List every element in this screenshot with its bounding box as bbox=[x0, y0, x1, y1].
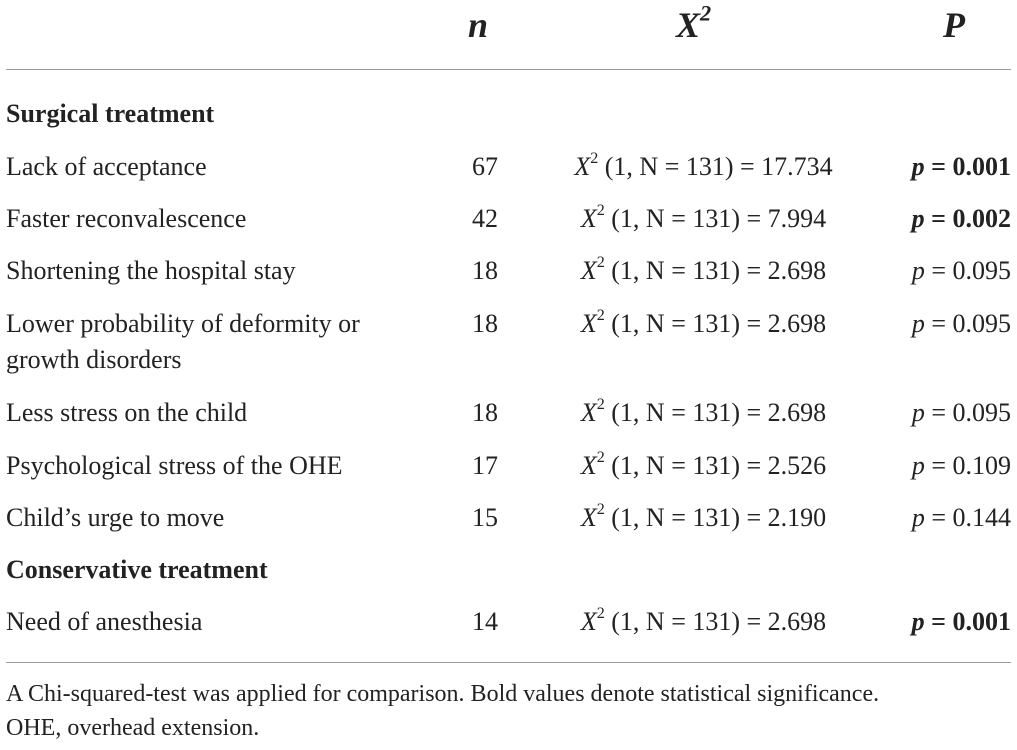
chi-superscript: 2 bbox=[596, 201, 605, 219]
chi-symbol: X bbox=[580, 256, 597, 285]
p-value-number: 0.002 bbox=[952, 204, 1011, 233]
section-label: Conservative treatment bbox=[6, 555, 268, 584]
footnote-line-2: OHE, overhead extension. bbox=[6, 715, 260, 741]
p-value-number: 0.095 bbox=[952, 256, 1011, 285]
row-label: Lack of acceptance bbox=[6, 152, 207, 181]
chi-value: (1, N = 131) = 2.190 bbox=[611, 503, 827, 532]
row-n: 67 bbox=[472, 152, 498, 181]
chi-symbol: X bbox=[580, 309, 597, 338]
row-label: Psychological stress of the OHE bbox=[6, 451, 343, 480]
chi-superscript: 2 bbox=[596, 395, 605, 413]
header-p: P bbox=[943, 5, 965, 45]
header-n: n bbox=[468, 5, 489, 45]
p-value-number: 0.095 bbox=[952, 309, 1011, 338]
row-p-value: p = 0.095 bbox=[911, 398, 1011, 427]
header-divider bbox=[6, 69, 1011, 70]
row-n: 18 bbox=[472, 256, 498, 285]
results-table bbox=[6, 0, 1011, 741]
footnote-line-1: A Chi-squared-test was applied for comparison. Bold values denote statistical significance. bbox=[6, 681, 880, 707]
p-value-number: 0.001 bbox=[952, 152, 1011, 181]
row-n: 18 bbox=[472, 309, 498, 338]
chi-superscript: 2 bbox=[596, 500, 605, 518]
chi-symbol: X bbox=[580, 451, 597, 480]
row-p-value: p = 0.001 bbox=[911, 152, 1011, 181]
chi-value: (1, N = 131) = 17.734 bbox=[604, 152, 833, 181]
section-label: Surgical treatment bbox=[6, 99, 215, 128]
row-label: Child’s urge to move bbox=[6, 503, 225, 532]
footer-divider bbox=[6, 662, 1011, 663]
chi-value: (1, N = 131) = 2.698 bbox=[611, 607, 827, 636]
p-value-number: 0.144 bbox=[952, 503, 1011, 532]
row-label: Less stress on the child bbox=[6, 398, 248, 427]
chi-value: (1, N = 131) = 2.526 bbox=[611, 451, 827, 480]
chi-symbol: X bbox=[580, 398, 597, 427]
chi-superscript: 2 bbox=[596, 253, 605, 271]
chi-value: (1, N = 131) = 2.698 bbox=[611, 398, 827, 427]
row-p-value: p = 0.095 bbox=[911, 309, 1011, 338]
table-header bbox=[6, 0, 1011, 70]
row-p-value: p = 0.001 bbox=[911, 607, 1011, 636]
p-value-number: 0.109 bbox=[952, 451, 1011, 480]
row-n: 42 bbox=[472, 204, 498, 233]
p-value-number: 0.095 bbox=[952, 398, 1011, 427]
chi-superscript: 2 bbox=[596, 306, 605, 324]
chi-value: (1, N = 131) = 2.698 bbox=[611, 309, 827, 338]
row-label: Shortening the hospital stay bbox=[6, 256, 296, 285]
chi-value: (1, N = 131) = 2.698 bbox=[611, 256, 827, 285]
header-chi-square bbox=[676, 0, 712, 46]
chi-symbol: X bbox=[580, 503, 597, 532]
row-n: 15 bbox=[472, 503, 498, 532]
chi-superscript: 2 bbox=[590, 149, 599, 167]
row-n: 17 bbox=[472, 451, 498, 480]
row-label: Lower probability of deformity or growth disorders bbox=[6, 309, 360, 374]
p-value-number: 0.001 bbox=[952, 607, 1011, 636]
chi-symbol: X bbox=[574, 152, 591, 181]
row-n: 14 bbox=[472, 607, 498, 636]
row-p-value: p = 0.144 bbox=[911, 503, 1011, 532]
chi-superscript: 2 bbox=[596, 604, 605, 622]
row-n: 18 bbox=[472, 398, 498, 427]
header-chi-sup: 2 bbox=[700, 0, 712, 26]
row-p-value: p = 0.002 bbox=[911, 204, 1011, 233]
header-chi-base: X bbox=[676, 5, 701, 45]
chi-symbol: X bbox=[580, 204, 597, 233]
row-label: Need of anesthesia bbox=[6, 607, 203, 636]
row-p-value: p = 0.109 bbox=[911, 451, 1011, 480]
row-label: Faster reconvalescence bbox=[6, 204, 247, 233]
chi-value: (1, N = 131) = 7.994 bbox=[611, 204, 827, 233]
chi-superscript: 2 bbox=[596, 448, 605, 466]
row-p-value: p = 0.095 bbox=[911, 256, 1011, 285]
chi-symbol: X bbox=[580, 607, 597, 636]
